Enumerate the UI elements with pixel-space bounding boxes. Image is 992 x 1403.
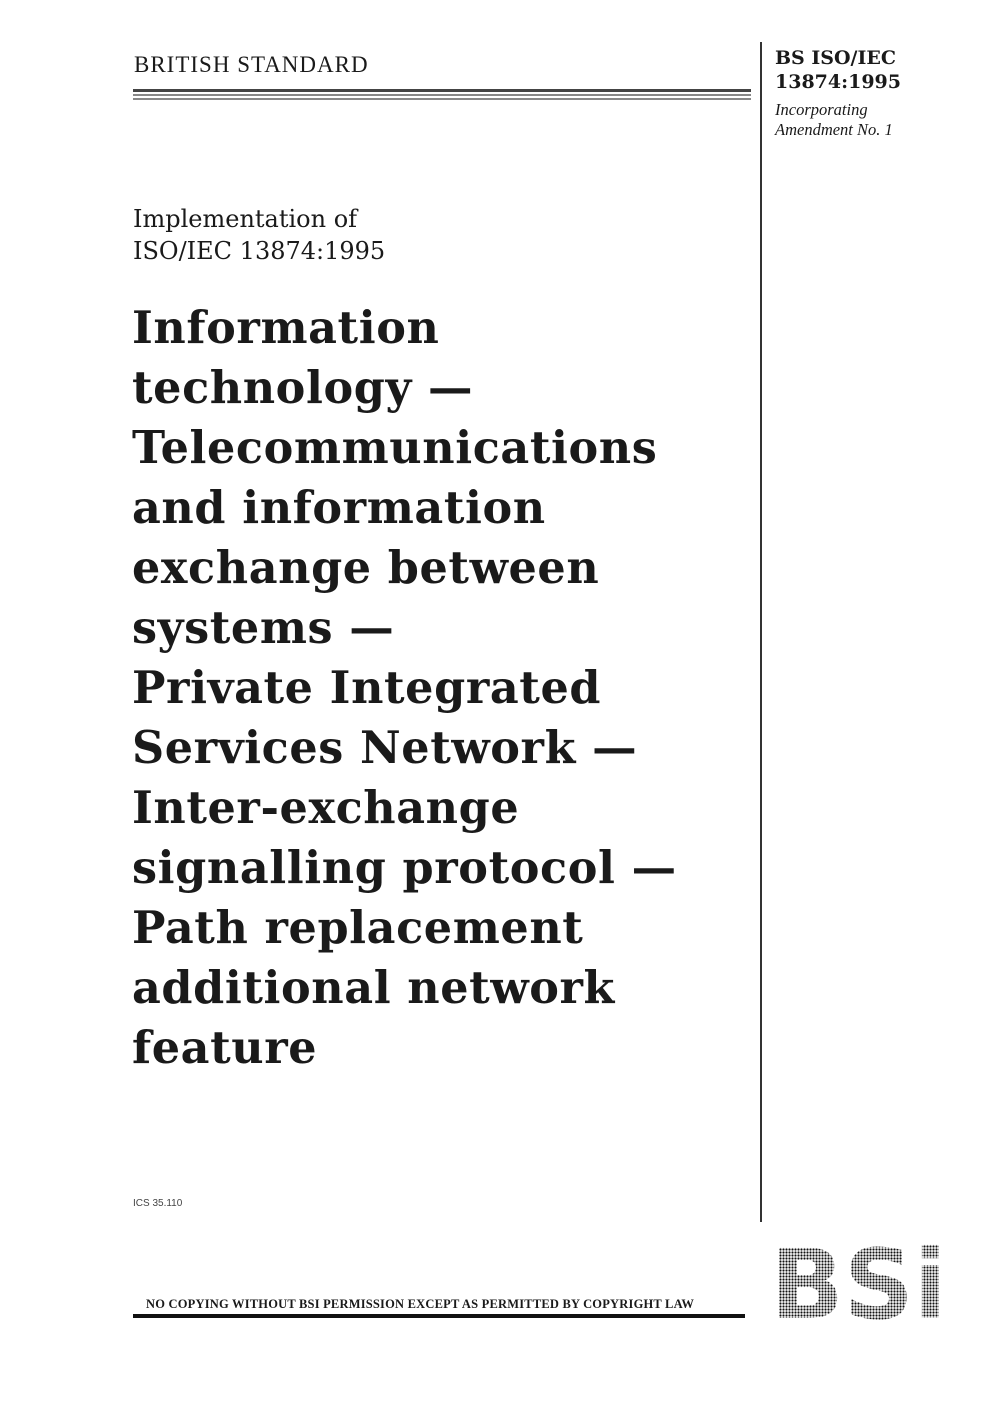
amendment-line2: Amendment No. 1 <box>775 120 893 139</box>
standard-number-line2: 13874:1995 <box>775 71 901 93</box>
title-line: signalling protocol — <box>132 842 677 894</box>
title-line: Inter-exchange <box>132 782 520 834</box>
title-line: additional network <box>132 962 615 1014</box>
implementation-line1: Implementation of <box>133 205 358 233</box>
logo-lettering: BSi <box>770 1242 947 1324</box>
copyright-notice: NO COPYING WITHOUT BSI PERMISSION EXCEPT AS PERMITTED BY COPYRIGHT LAW <box>146 1297 695 1311</box>
title-line: Telecommunications <box>132 422 658 474</box>
implementation-line2: ISO/IEC 13874:1995 <box>133 237 386 265</box>
title-line: Private Integrated <box>132 662 602 714</box>
title-line: systems — <box>132 602 395 654</box>
title-line: technology — <box>132 362 474 414</box>
bsi-logo <box>770 1242 947 1324</box>
title-line: and information <box>132 482 546 534</box>
title-line: exchange between <box>132 542 600 594</box>
title-line: Services Network — <box>132 722 638 774</box>
standard-number <box>775 46 975 94</box>
standard-number-line1: BS ISO/IEC <box>775 47 896 69</box>
footer-rule <box>133 1314 745 1318</box>
title-line: Information <box>132 302 440 354</box>
title-line: feature <box>132 1022 318 1074</box>
amendment-line1: Incorporating <box>775 100 868 119</box>
implementation-note <box>133 203 733 267</box>
amendment-note <box>775 100 975 140</box>
vertical-divider <box>760 42 762 1222</box>
series-label: BRITISH STANDARD <box>134 52 369 77</box>
document-title <box>132 298 757 1078</box>
header-rule <box>133 89 751 101</box>
ics-code: ICS 35.110 <box>133 1198 183 1209</box>
title-line: Path replacement <box>132 902 584 954</box>
